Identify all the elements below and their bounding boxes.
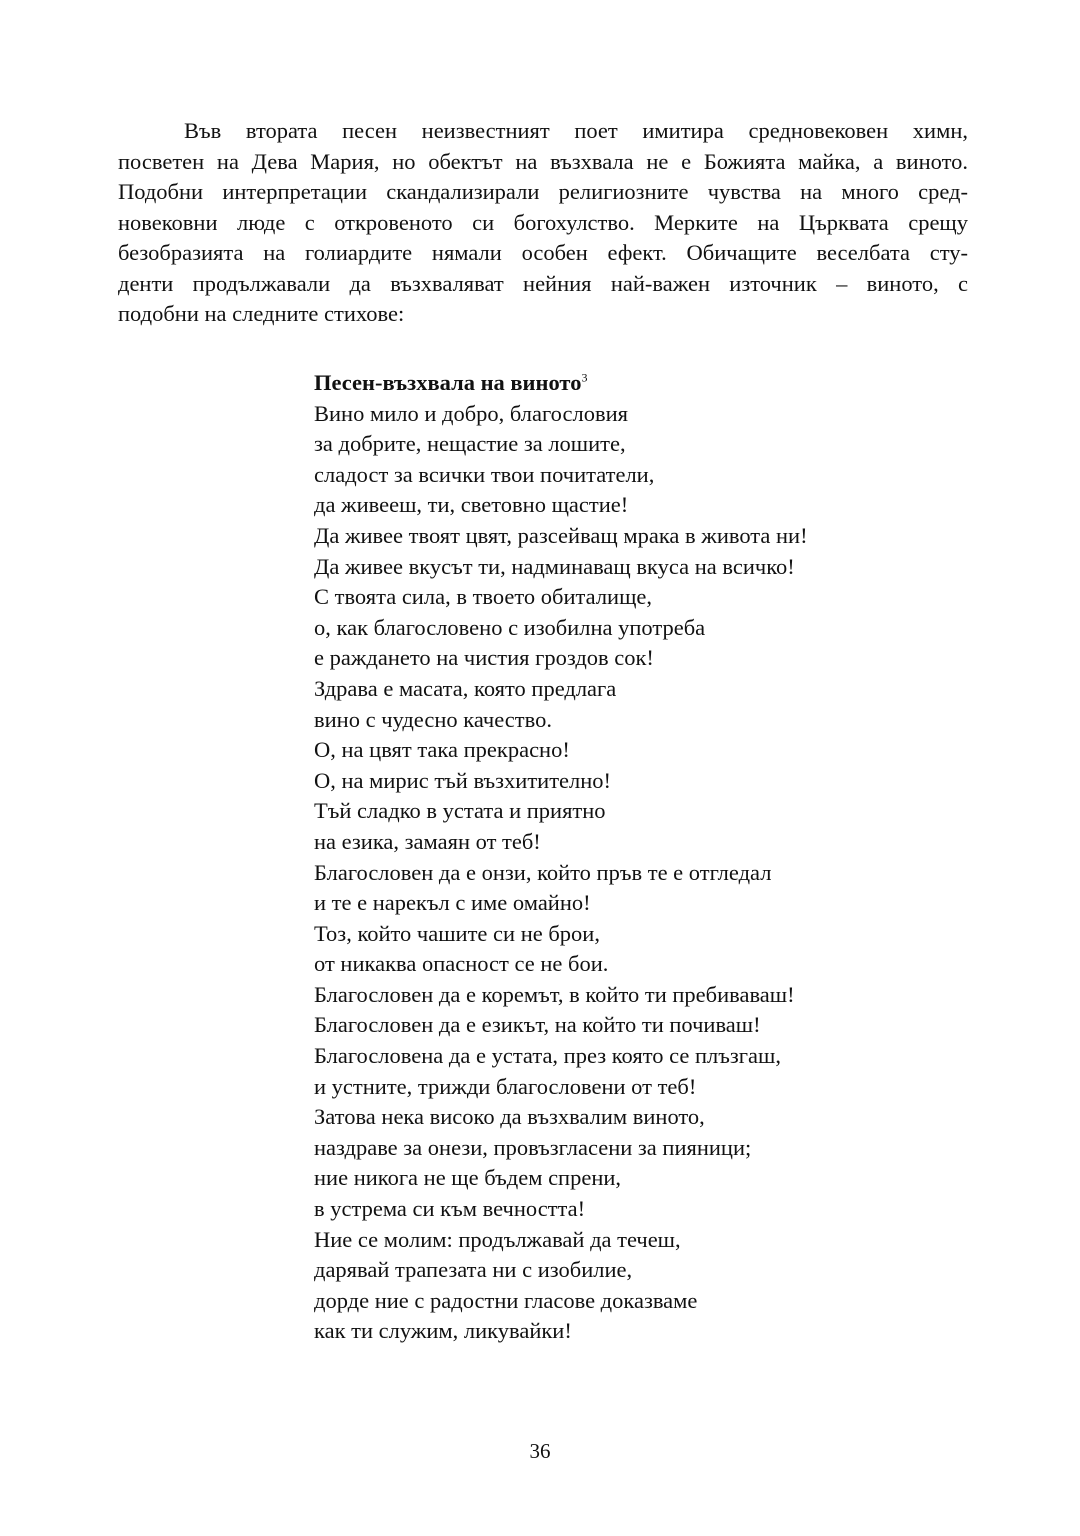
poem-line: и устните, трижди благословени от теб! xyxy=(314,1073,697,1099)
intro-line: Във втората песен неизвестният поет имитира средновековен химн, xyxy=(184,118,968,143)
poem-line: е раждането на чистия гроздов сок! xyxy=(314,645,654,671)
poem-line: Благословен да е езикът, на който ти почиваш! xyxy=(314,1012,761,1038)
intro-line: Подобни интерпретации скандализирали религиозните чувства на много сред- xyxy=(118,179,968,204)
poem-line: Благословен да е коремът, в който ти пребиваваш! xyxy=(314,981,795,1007)
intro-paragraph xyxy=(118,116,968,330)
poem-title-text: Песен-възхвала на виното xyxy=(314,370,582,395)
poem-line: Вино мило и добро, благословия xyxy=(314,400,628,426)
poem-line: наздраве за онези, провъзгласени за пияници; xyxy=(314,1134,752,1160)
poem-line: и те е нарекъл с име омайно! xyxy=(314,890,591,916)
poem-line: ние никога не ще бъдем спрени, xyxy=(314,1165,622,1191)
poem-line: О, на цвят така прекрасно! xyxy=(314,737,570,763)
poem-line: Благословена да е устата, през която се плъзгаш, xyxy=(314,1043,781,1069)
poem-line: в устрема си към вечността! xyxy=(314,1196,586,1222)
footnote-mark[interactable]: 3 xyxy=(581,370,588,385)
poem-line: Тоз, който чашите си не брои, xyxy=(314,920,600,946)
poem-line: Здрава е масата, която предлага xyxy=(314,675,617,701)
intro-line: денти продължавали да възхваляват нейния най-важен източник – виното, с xyxy=(118,270,968,296)
poem-line: дорде ние с радостни гласове доказваме xyxy=(314,1287,698,1313)
poem-line: от никаква опасност се не бои. xyxy=(314,951,609,977)
poem-line: Да живее твоят цвят, разсейващ мрака в живота ни! xyxy=(314,522,808,548)
page-number: 36 xyxy=(529,1439,551,1463)
poem-title xyxy=(314,368,1014,399)
poem-line: Да живее вкусът ти, надминаващ вкуса на всичко! xyxy=(314,553,795,579)
poem-line: о, как благословено с изобилна употреба xyxy=(314,614,706,640)
poem xyxy=(314,368,1014,1347)
poem-line: Затова нека високо да възхвалим виното, xyxy=(314,1104,705,1130)
poem-line: за добрите, нещастие за лошите, xyxy=(314,431,626,457)
poem-line: О, на мирис тъй възхитително! xyxy=(314,767,612,793)
poem-line: дарявай трапезата ни с изобилие, xyxy=(314,1257,633,1283)
poem-line: Ние се молим: продължавай да течеш, xyxy=(314,1226,681,1252)
poem-line: на езика, замаян от теб! xyxy=(314,828,541,854)
poem-line: сладост за всички твои почитатели, xyxy=(314,461,655,487)
poem-line: как ти служим, ликувайки! xyxy=(314,1318,572,1344)
poem-line: да живееш, ти, световно щастие! xyxy=(314,492,629,518)
poem-line: Благословен да е онзи, който пръв те е отгледал xyxy=(314,859,772,885)
intro-line: безобразията на голиардите нямали особен ефект. Обичащите веселбата сту- xyxy=(118,240,968,265)
intro-line: новековни люде с откровеното си богохулство. Мерките на Църквата срещу xyxy=(118,209,968,235)
poem-line: С твоята сила, в твоето обиталище, xyxy=(314,584,653,610)
intro-line: посветен на Дева Мария, но обектът на възхвала не е Божията майка, а виното. xyxy=(118,148,968,174)
poem-line: вино с чудесно качество. xyxy=(314,706,552,732)
intro-line: подобни на следните стихове: xyxy=(118,301,405,326)
poem-line: Тъй сладко в устата и приятно xyxy=(314,798,606,824)
